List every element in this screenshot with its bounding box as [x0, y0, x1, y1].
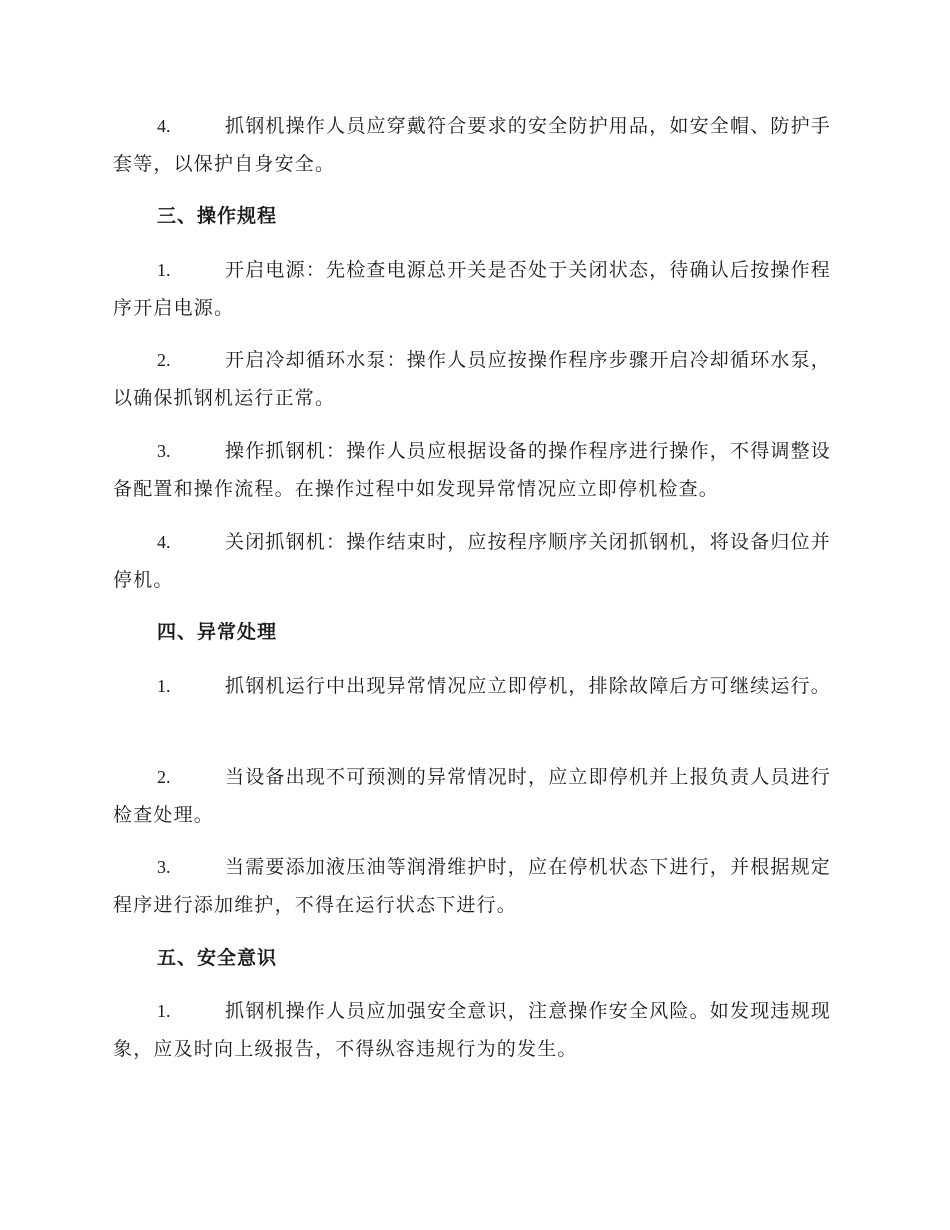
item-number: 3.	[157, 441, 171, 461]
section-heading: 四、异常处理	[157, 621, 278, 643]
list-item	[113, 251, 831, 327]
item-text: 抓钢机运行中出现异常情况应立即停机，排除故障后方可继续运行。	[225, 675, 832, 697]
item-number: 4.	[157, 532, 171, 552]
section-heading: 五、安全意识	[157, 947, 278, 969]
item-number: 1.	[157, 260, 171, 280]
item-number: 2.	[157, 767, 171, 787]
item-number: 4.	[157, 116, 171, 136]
list-item	[113, 107, 831, 183]
item-number: 3.	[157, 857, 171, 877]
item-text: 开启电源：先检查电源总开关是否处于关闭状态，待确认后按操作程序开启电源。	[113, 259, 832, 319]
item-text: 操作抓钢机：操作人员应根据设备的操作程序进行操作，不得调整设备配置和操作流程。在操作过程中如发现异常情况应立即停机检查。	[113, 440, 832, 500]
item-number: 1.	[157, 1001, 171, 1021]
section-heading: 三、操作规程	[157, 205, 278, 227]
item-text: 当需要添加液压油等润滑维护时，应在停机状态下进行，并根据规定程序进行添加维护，不得在运行状态下进行。	[113, 856, 832, 916]
list-item	[113, 523, 831, 599]
list-item	[113, 341, 831, 417]
list-item	[113, 758, 831, 834]
list-item	[113, 992, 831, 1068]
item-text: 抓钢机操作人员应穿戴符合要求的安全防护用品，如安全帽、防护手套等，以保护自身安全。	[113, 115, 832, 175]
item-text: 抓钢机操作人员应加强安全意识，注意操作安全风险。如发现违规现象，应及时向上级报告，不得纵容违规行为的发生。	[113, 1000, 832, 1060]
list-item	[113, 667, 831, 705]
item-text: 当设备出现不可预测的异常情况时，应立即停机并上报负责人员进行检查处理。	[113, 766, 832, 826]
list-item	[113, 848, 831, 924]
item-number: 1.	[157, 676, 171, 696]
item-text: 开启冷却循环水泵：操作人员应按操作程序步骤开启冷却循环水泵，以确保抓钢机运行正常。	[113, 349, 832, 409]
item-text: 关闭抓钢机：操作结束时，应按程序顺序关闭抓钢机，将设备归位并停机。	[113, 531, 832, 591]
list-item	[113, 432, 831, 508]
item-number: 2.	[157, 350, 171, 370]
